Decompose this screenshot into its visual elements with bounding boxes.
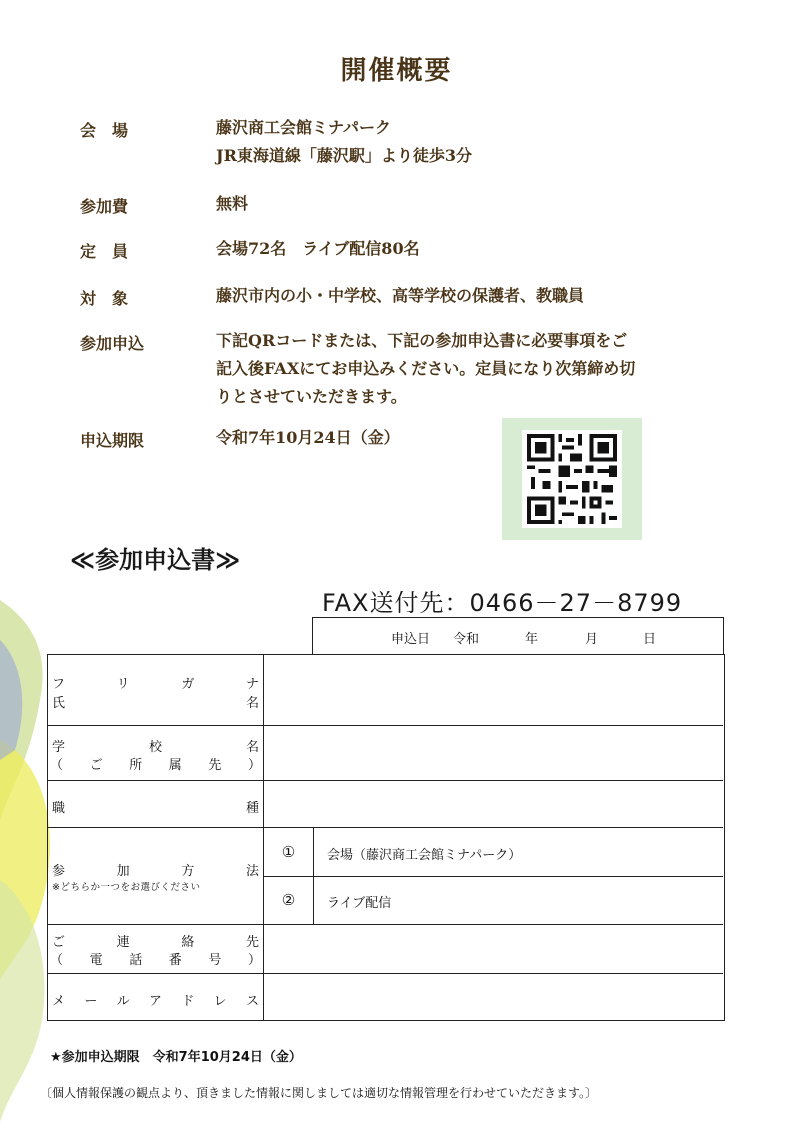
option2-number[interactable]: ② (264, 876, 314, 924)
email-label-cell (48, 974, 264, 1020)
option2-label[interactable]: ライブ配信 (327, 896, 392, 911)
target-value (216, 282, 584, 310)
fee-value (216, 190, 248, 218)
method-label: 参 加 方 法 (52, 864, 259, 879)
school-row (48, 726, 723, 781)
furigana-label: フ リ ガ ナ (52, 677, 259, 692)
email-row (48, 974, 723, 1020)
target-line: 藤沢市内の小・中学校、高等学校の保護者、教職員 (216, 286, 585, 305)
venue-label: 会 場 (80, 121, 129, 140)
venue-value (216, 114, 472, 170)
target-label: 対 象 (80, 289, 129, 308)
fee-label: 参加費 (80, 197, 129, 216)
application-form-heading: ≪参加申込書≫ (70, 546, 241, 574)
apply-value (216, 327, 635, 411)
email-label: メ ー ル ア ド レ ス (52, 994, 259, 1009)
application-form-table (47, 654, 725, 1021)
venue-line: 藤沢商工会館ミナパーク (216, 118, 392, 137)
capacity-label: 定 員 (80, 242, 129, 261)
qr-code-frame (502, 418, 642, 540)
school-label: 学 校 名 (52, 740, 259, 755)
qr-code-icon (522, 430, 622, 528)
method-label-cell (48, 828, 264, 924)
privacy-note: 〔個人情報保護の観点より、頂きました情報に関しましては適切な情報管理を行わせていただきます。〕 (40, 1086, 598, 1100)
page-title: 開催概要 (340, 56, 453, 86)
deadline-label: 申込期限 (80, 431, 145, 450)
method-row (48, 828, 723, 925)
fax-number: FAX送付先：0466－27－8799 (322, 589, 683, 617)
phone-label: （ 電 話 番 号 ） (50, 953, 261, 968)
capacity-value (216, 235, 420, 263)
fee-line: 無料 (216, 194, 249, 213)
deadline-value (216, 424, 400, 452)
contact-label-cell (48, 925, 264, 973)
affiliation-label: （ ご 所 属 先 ） (50, 758, 261, 773)
job-row (48, 781, 723, 828)
capacity-line: 会場72名 ライブ配信80名 (216, 239, 420, 258)
option1-number[interactable]: ① (264, 828, 314, 876)
date-label: 申込日 (391, 632, 431, 647)
method-note: ※どちらか一つをお選びください (52, 882, 201, 893)
school-label-cell (48, 726, 264, 780)
option1-label[interactable]: 会場（藤沢商工会館ミナパーク） (327, 848, 522, 863)
date-year: 年 (525, 632, 539, 647)
venue-access-line: JR東海道線「藤沢駅」より徒歩3分 (216, 146, 473, 165)
job-label: 職 種 (52, 801, 259, 816)
method-divider (264, 876, 723, 877)
date-era: 令和 (453, 632, 480, 647)
job-label-cell (48, 781, 264, 827)
qr-code[interactable] (522, 430, 622, 528)
contact-label: ご 連 絡 先 (52, 935, 259, 950)
name-row (48, 655, 723, 726)
deadline-line: 令和7年10月24日（金） (216, 428, 400, 447)
contact-row (48, 925, 723, 974)
application-date-box (312, 617, 724, 654)
name-label: 氏 名 (52, 696, 259, 711)
apply-line: 記入後FAXにてお申込みください。定員になり次第締め切 (216, 359, 636, 378)
date-day: 日 (643, 632, 657, 647)
application-deadline: ★参加申込期限 令和7年10月24日（金） (50, 1050, 302, 1065)
name-label-cell (48, 655, 264, 725)
apply-label: 参加申込 (80, 334, 145, 353)
apply-line: りとさせていただきます。 (216, 387, 407, 406)
date-month: 月 (585, 632, 599, 647)
apply-line: 下記QRコードまたは、下記の参加申込書に必要事項をご (216, 331, 628, 350)
